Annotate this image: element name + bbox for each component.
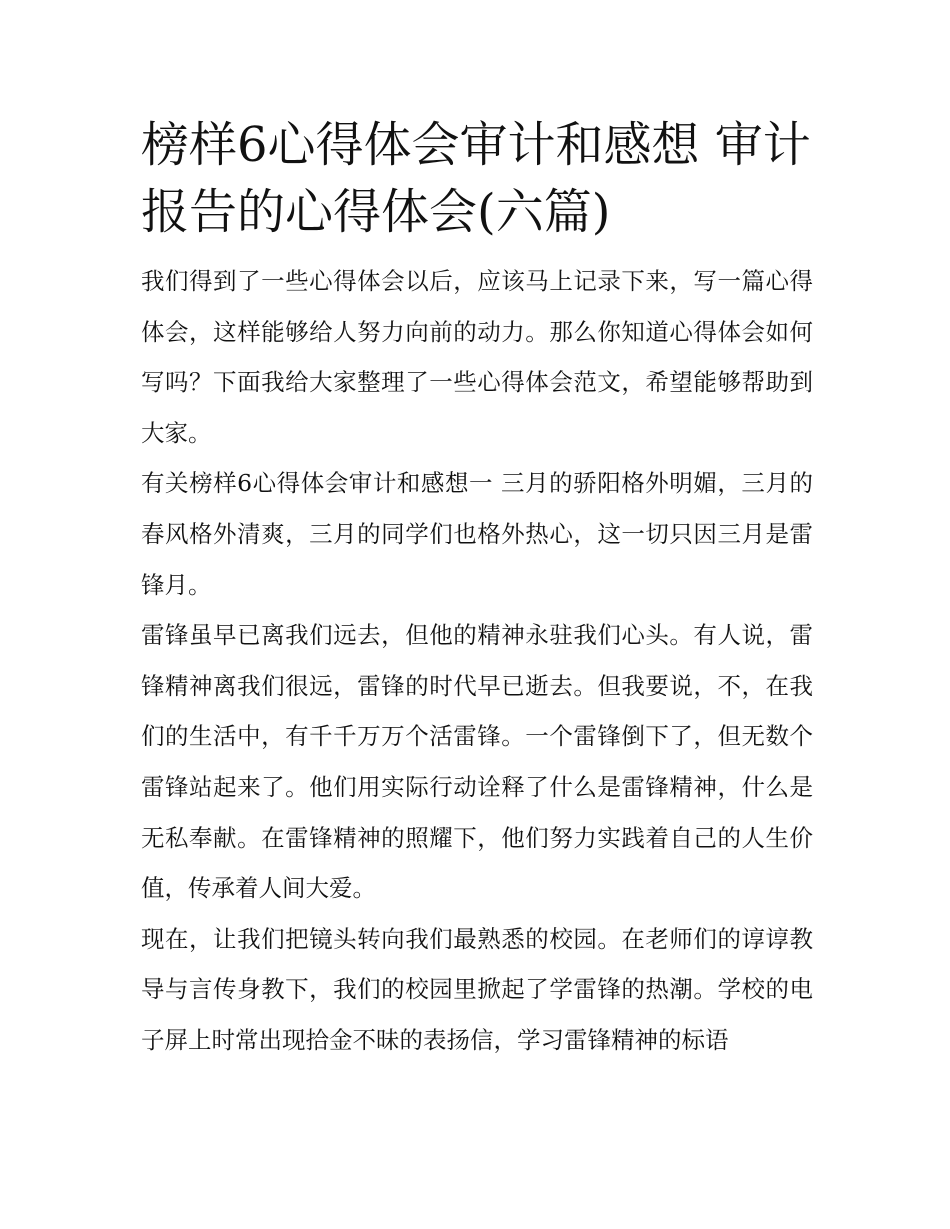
paragraph-intro: 我们得到了一些心得体会以后，应该马上记录下来，写一篇心得体会，这样能够给人努力向前的动力。那么你知道心得体会如何写吗？下面我给大家整理了一些心得体会范文，希望能够帮助到大家。 (141, 267, 813, 447)
document-page (141, 112, 813, 1066)
document-title: 榜样6心得体会审计和感想 审计报告的心得体会(六篇) (141, 117, 811, 240)
paragraph-lei-feng-spirit: 雷锋虽早已离我们远去，但他的精神永驻我们心头。有人说，雷锋精神离我们很远，雷锋的时代早已逝去。但我要说，不，在我们的生活中，有千千万万个活雷锋。一个雷锋倒下了，但无数个雷锋站起来了。他们用实际行动诠释了什么是雷锋精神，什么是无私奉献。在雷锋精神的照耀下，他们努力实践着自己的人生价值，传承着人间大爱。 (141, 621, 813, 903)
paragraph-march: 有关榜样6心得体会审计和感想一 三月的骄阳格外明媚，三月的春风格外清爽，三月的同学们也格外热心，这一切只因三月是雷锋月。 (141, 469, 813, 599)
paragraph-campus: 现在，让我们把镜头转向我们最熟悉的校园。在老师们的谆谆教导与言传身教下，我们的校园里掀起了学雷锋的热潮。学校的电子屏上时常出现拾金不昧的表扬信，学习雷锋精神的标语 (141, 924, 813, 1054)
document-body (141, 256, 813, 1066)
